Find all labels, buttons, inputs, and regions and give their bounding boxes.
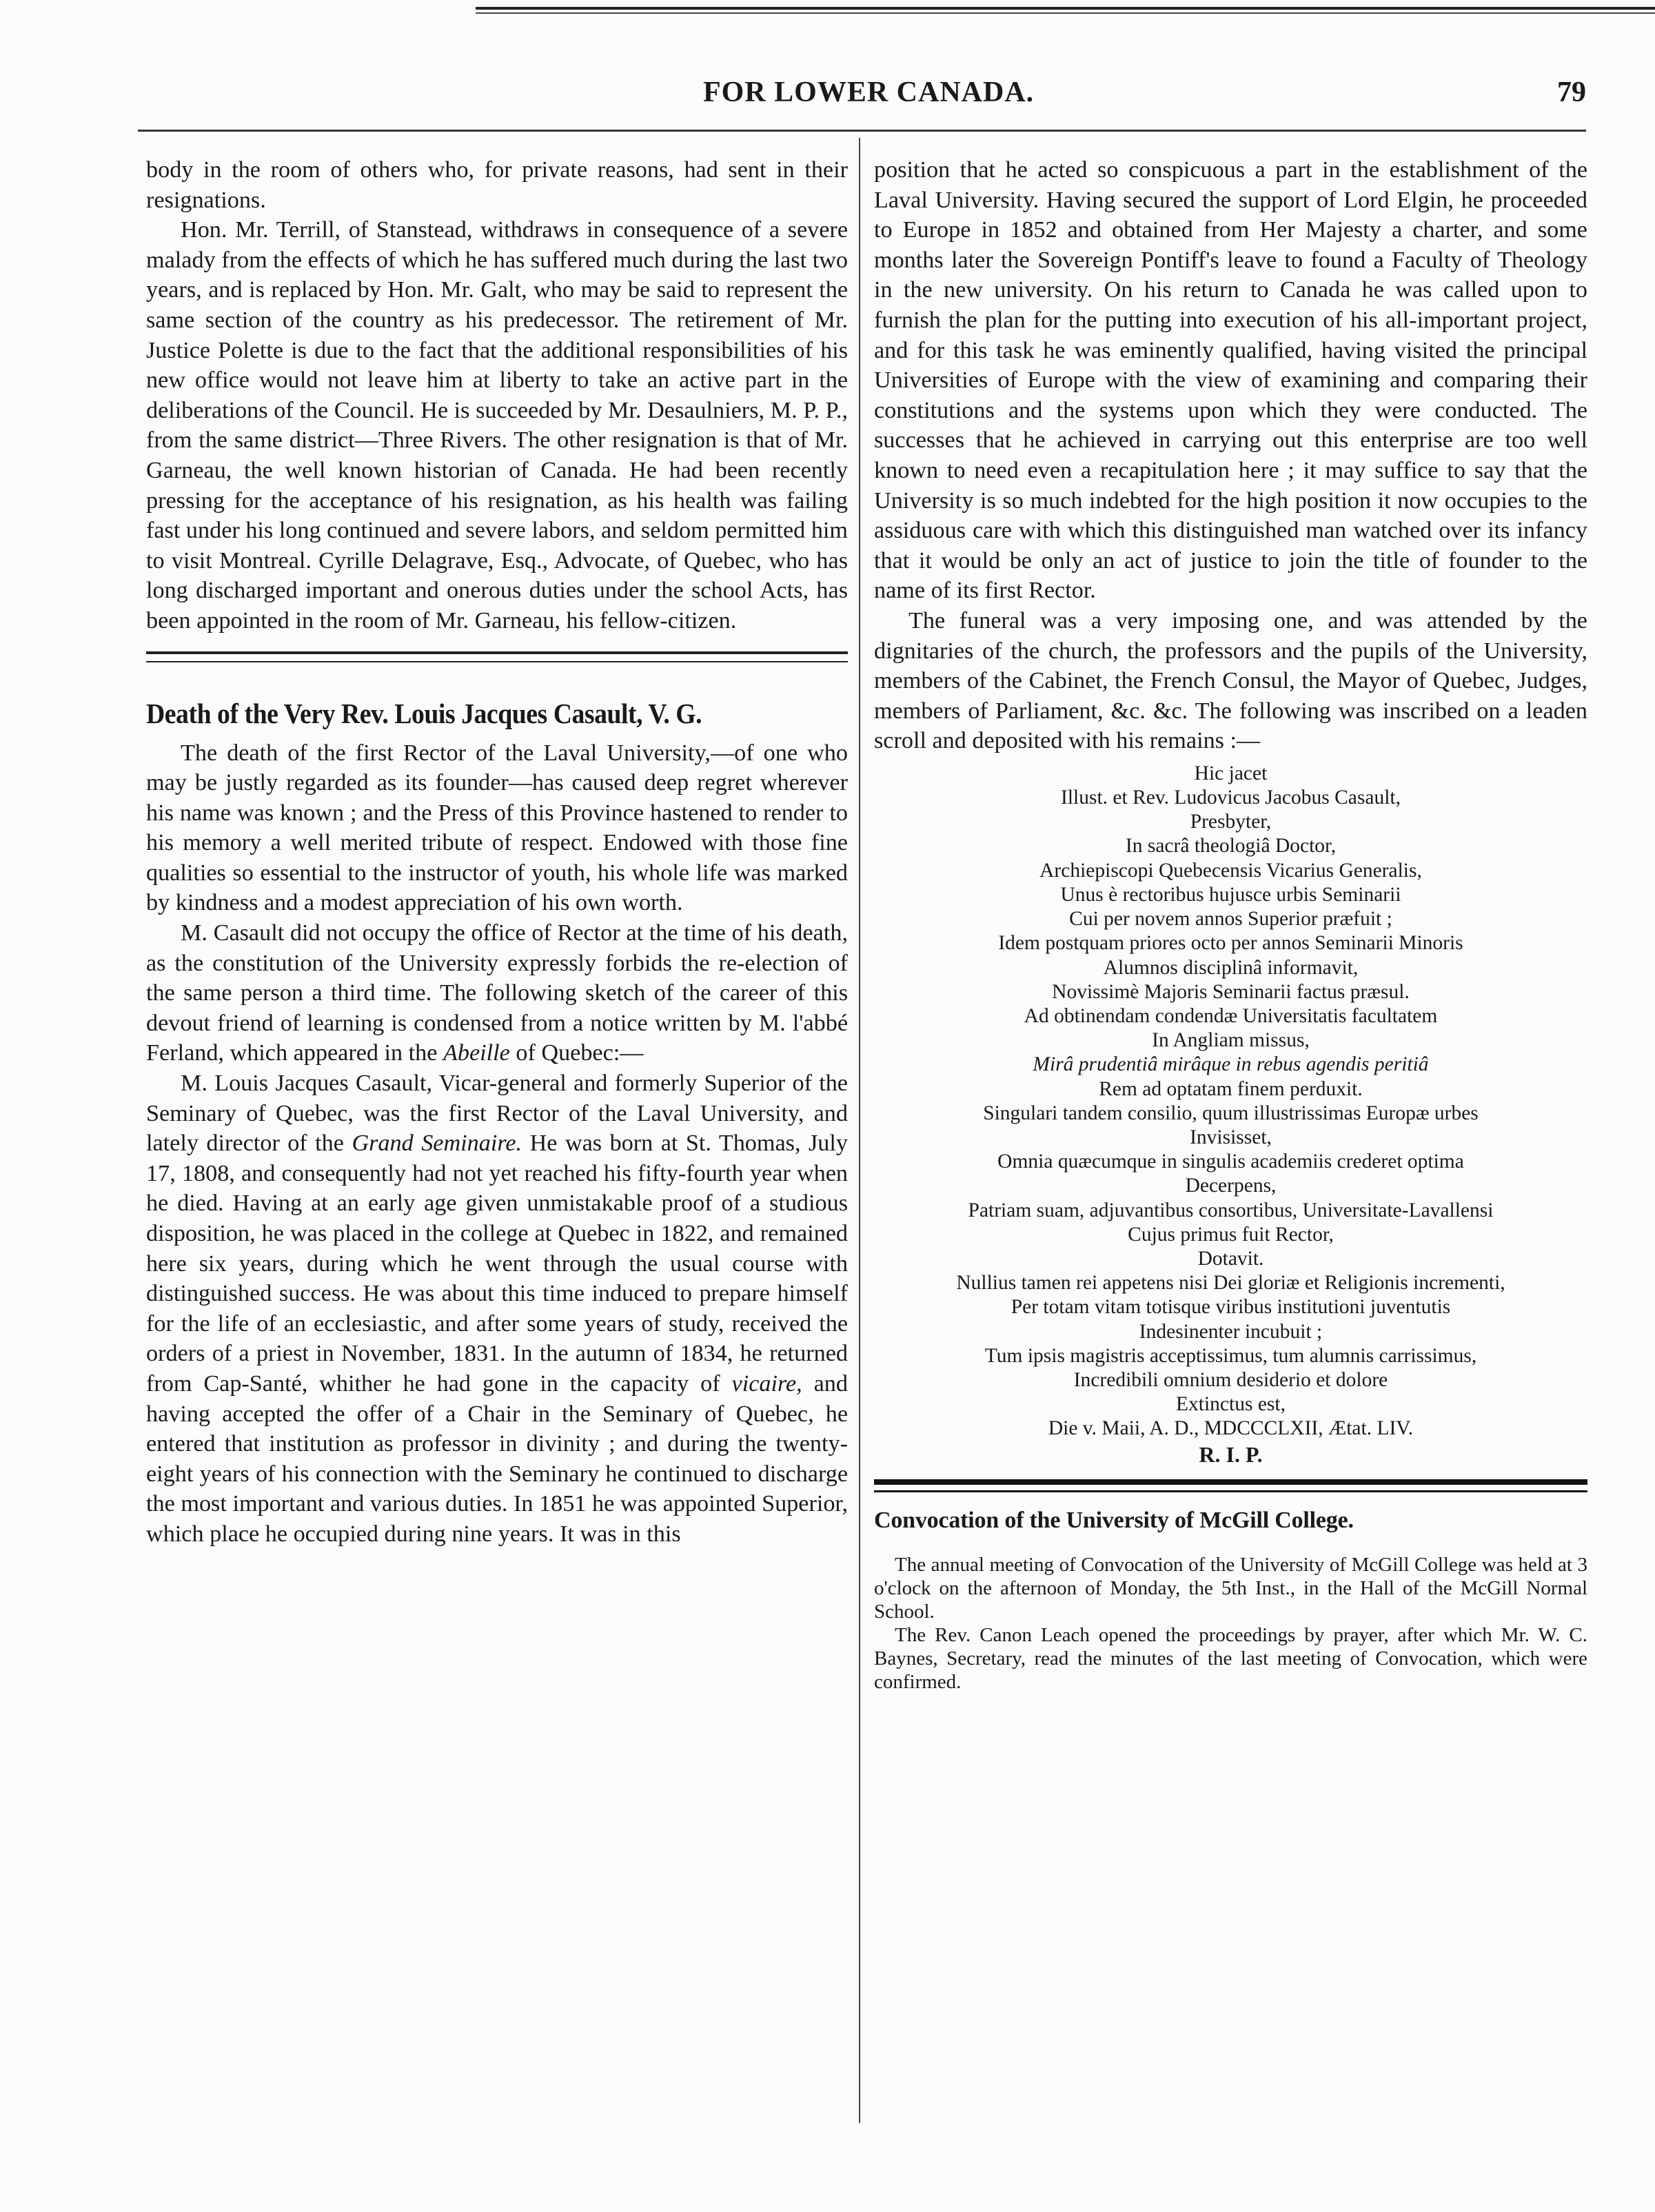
header-rule	[138, 130, 1586, 132]
paragraph: The Rev. Canon Leach opened the proceedings by prayer, after which Mr. W. C. Baynes, Secretary, read the minutes of the last meeting of Convocation, which were confirmed.	[874, 1623, 1587, 1693]
epitaph-line: Cui per novem annos Superior præfuit ;	[1069, 908, 1392, 931]
convocation-body	[874, 1553, 1587, 1694]
column-divider	[859, 138, 860, 2123]
running-header	[138, 76, 1586, 124]
epitaph-line: Omnia quæcumque in singulis academiis crederet optima	[997, 1150, 1464, 1173]
epitaph-line: Archiepiscopi Quebecensis Vicarius Generalis,	[1039, 859, 1422, 882]
grand-seminaire: Grand Seminaire.	[352, 1130, 522, 1157]
epitaph-line: Ad obtinendam condendæ Universitatis facultatem	[1024, 1004, 1438, 1027]
abeille-title: Abeille	[443, 1040, 510, 1066]
paragraph: Hon. Mr. Terrill, of Stanstead, withdraws in consequence of a severe malady from the effects of which he has suffered much during the last two years, and is replaced by Hon. Mr. Galt, who may be said to represent the same section of the country as his predecessor. The retirement of Mr. Justice Polette is due to the fact that the additional responsibilities of his new office would not leave him at liberty to take an active part in the deliberations of the Council. He is succeeded by Mr. Desaulniers, M. P. P., from the same district—Three Rivers. The other resignation is that of Mr. Garneau, the well known historian of Canada. He had been recently pressing for the acceptance of his resignation, as his health was failing fast under his long continued and severe labors, and seldom permitted him to visit Montreal. Cyrille Delagrave, Esq., Advocate, of Quebec, who has long discharged important and onerous duties under the school Acts, has been appointed in the room of Mr. Garneau, his fellow-citizen.	[146, 217, 848, 633]
epitaph-line: Rem ad optatam finem perduxit.	[1099, 1077, 1363, 1100]
epitaph-line: Patriam suam, adjuvantibus consortibus, Universitate-Lavallensi	[968, 1199, 1494, 1221]
paragraph: The funeral was a very imposing one, and was attended by the dignitaries of the church, the professors and the pupils of the University, members of the Cabinet, the French Consul, the Mayor of Quebec, Judges, members of Parliament, &c. &c. The following was inscribed on a leaden scroll and deposited with his remains :—	[874, 607, 1587, 754]
article-title-convocation: Convocation of the University of McGill College.	[874, 1507, 1354, 1533]
epitaph-line: Decerpens,	[1185, 1175, 1277, 1197]
paragraph: M. Louis Jacques Casault, Vicar-general and formerly Superior of the Seminary of Quebec, was the first Rector of the Laval University, and lately director of the Grand Seminaire. He was born at St. Thomas, July 17, 1808, and consequently had not yet reached his fifty-fourth year when he died. Having at an early age given unmistakable proof of a studious disposition, he was placed in the college at Quebec in 1822, and remained here six years, during which he went through the usual course with distinguished success. He was about this time induced to prepare himself for the life of an ecclesiastic, and after some years of study, received the orders of a priest in November, 1831. In the autumn of 1834, he returned from Cap-Santé, whither he had gone in the capacity of vicaire, and having accepted the offer of a Chair in the Seminary of Quebec, he entered that institution as professor in divinity ; and during the twenty-eight years of his connection with the Seminary he continued to discharge the most important and various duties. In 1851 he was appointed Superior, which place he occupied during nine years. It was in this	[146, 1071, 848, 1547]
epitaph-rip: R. I. P.	[1199, 1441, 1263, 1467]
epitaph-line: Indesinenter incubuit ;	[1139, 1320, 1323, 1343]
epitaph-line: Novissimè Majoris Seminarii factus præsul.	[1052, 980, 1410, 1003]
epitaph-line: Per totam vitam totisque viribus institutioni juventutis	[1011, 1296, 1451, 1319]
epitaph-line: Presbyter,	[1190, 811, 1272, 833]
epitaph-line: Alumnos disciplinâ informavit,	[1103, 956, 1359, 979]
epitaph-line: Extinctus est,	[1176, 1393, 1286, 1416]
section-rule	[874, 1479, 1587, 1492]
top-rule-thin	[476, 12, 1655, 14]
section-rule	[146, 651, 848, 662]
epitaph-line: Unus è rectoribus hujusce urbis Seminarii	[1060, 883, 1401, 906]
top-rule	[476, 7, 1655, 10]
epitaph-line: Hic jacet	[1194, 762, 1268, 784]
epitaph-line: Incredibili omnium desiderio et dolore	[1073, 1368, 1388, 1391]
epitaph-line: Cujus primus fuit Rector,	[1128, 1223, 1334, 1246]
epitaph-line: In sacrâ theologiâ Doctor,	[1125, 835, 1337, 858]
paragraph: M. Casault did not occupy the office of Rector at the time of his death, as the constitution of the University expressly forbids the re-election of the same person a third time. The following sketch of the career of this devout friend of learning is condensed from a notice written by M. l'abbé Ferland, which appeared in the Abeille of Quebec:—	[146, 920, 848, 1066]
epitaph-line: Singulari tandem consilio, quum illustrissimas Europæ urbes	[983, 1102, 1479, 1124]
paragraph: position that he acted so conspicuous a part in the establishment of the Laval University. Having secured the support of Lord Elgin, he proceeded to Europe in 1852 and obtained from Her Majesty a charter, and some months later the Sovereign Pontiff's leave to found a Faculty of Theology in the new university. On his return to Canada he was called upon to furnish the plan for the putting into execution of his all-important project, and for this task he was eminently qualified, having visited the principal Universities of Europe with the view of examining and comparing their constitutions and the systems upon which they were conducted. The successes that he achieved in carrying out this enterprise are too well known to need even a recapitulation here ; it may suffice to say that the University is so much indebted for the high position it now occupies to the assiduous care with which this distinguished man watched over its infancy that it would be only an act of justice to join the title of founder to the name of its first Rector.	[874, 157, 1587, 604]
epitaph-line: Dotavit.	[1197, 1247, 1264, 1270]
paragraph: body in the room of others who, for private reasons, had sent in their resignations.	[146, 157, 848, 213]
left-column	[146, 155, 848, 1550]
running-title: FOR LOWER CANADA.	[703, 77, 1035, 108]
epitaph-line: In Angliam missus,	[1152, 1029, 1310, 1052]
paragraph: The death of the first Rector of the Laval University,—of one who may be justly regarded as its founder—has caused deep regret wherever his name was known ; and the Press of this Province hastened to render to his memory a well merited tribute of respect. Endowed with those fine qualities so essential to the instructor of youth, his whole life was marked by kindness and a modest appreciation of his own worth.	[146, 740, 848, 916]
paragraph: The annual meeting of Convocation of the University of McGill College was held at 3 o'clock on the afternoon of Monday, the 5th Inst., in the Hall of the McGill Normal School.	[874, 1553, 1587, 1623]
epitaph-line: Illust. et Rev. Ludovicus Jacobus Casault,	[1061, 787, 1401, 809]
epitaph-line: Idem postquam priores octo per annos Seminarii Minoris	[998, 932, 1463, 955]
epitaph-line: Die v. Maii, A. D., MDCCCLXII, Ætat. LIV.	[1048, 1417, 1414, 1440]
vicaire: vicaire,	[731, 1370, 802, 1397]
epitaph-line: Nullius tamen rei appetens nisi Dei gloriæ et Religionis incrementi,	[956, 1272, 1505, 1295]
epitaph-line-italic: Mirâ prudentiâ mirâque in rebus agendis peritiâ	[1033, 1053, 1429, 1076]
epitaph-line: Invisisset,	[1190, 1126, 1272, 1148]
page-number: 79	[1557, 77, 1586, 108]
right-column	[874, 155, 1587, 1694]
epitaph	[874, 762, 1587, 1467]
epitaph-line: Tum ipsis magistris acceptissimus, tum alumnis carrissimus,	[984, 1344, 1477, 1367]
article-title-casault: Death of the Very Rev. Louis Jacques Casault, V. G.	[146, 697, 702, 729]
